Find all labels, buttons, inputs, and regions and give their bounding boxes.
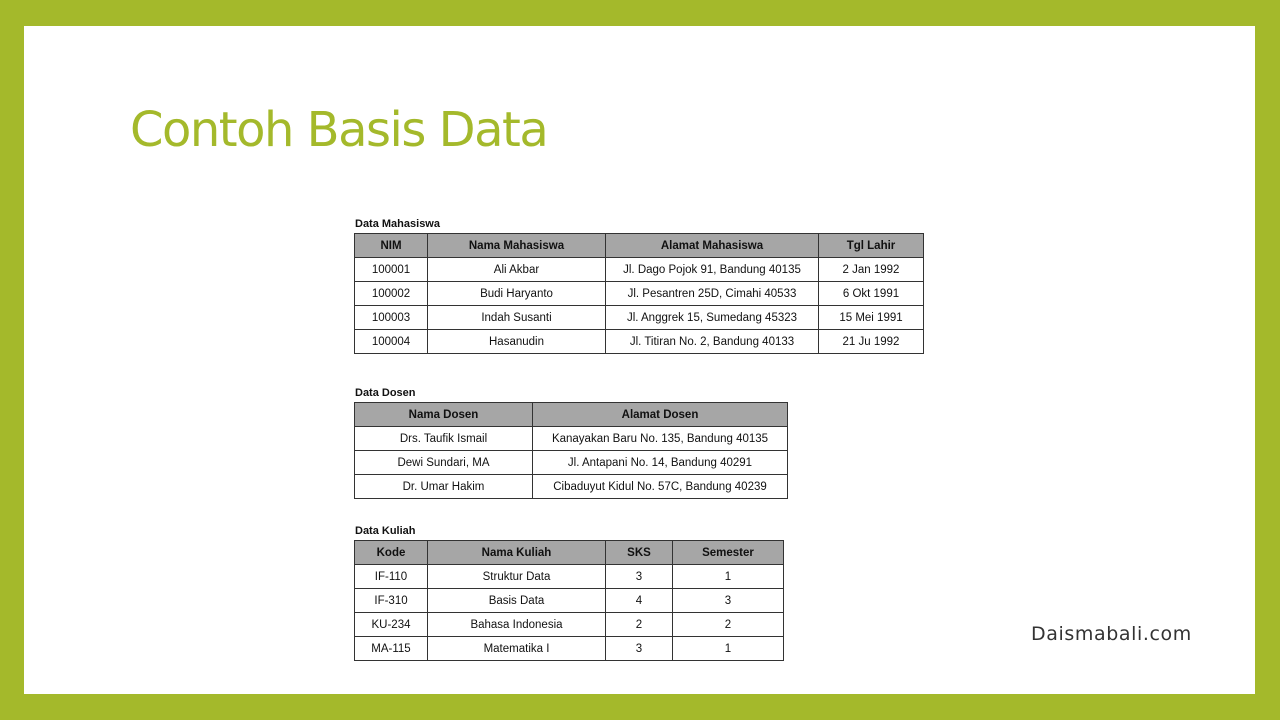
table-cell: 100001 [355, 258, 428, 282]
table-row [355, 637, 784, 661]
mahasiswa-col-nama: Nama Mahasiswa [428, 234, 606, 258]
kuliah-col-sks: SKS [606, 541, 673, 565]
table-cell: IF-110 [355, 565, 428, 589]
mahasiswa-col-alamat: Alamat Mahasiswa [606, 234, 819, 258]
table-cell: Budi Haryanto [428, 282, 606, 306]
kuliah-header-row [355, 541, 784, 565]
slide-title: Contoh Basis Data [130, 102, 548, 158]
table-cell: Jl. Dago Pojok 91, Bandung 40135 [606, 258, 819, 282]
table-cell: 6 Okt 1991 [819, 282, 924, 306]
table-cell: Dr. Umar Hakim [355, 475, 533, 499]
mahasiswa-section [354, 217, 924, 354]
kuliah-caption: Data Kuliah [355, 525, 416, 537]
table-row [355, 565, 784, 589]
dosen-section [354, 386, 788, 499]
mahasiswa-table [354, 233, 924, 354]
table-row [355, 475, 788, 499]
table-cell: 3 [673, 589, 784, 613]
dosen-caption: Data Dosen [355, 387, 416, 399]
table-cell: Kanayakan Baru No. 135, Bandung 40135 [533, 427, 788, 451]
kuliah-section [354, 524, 784, 661]
table-cell: 100003 [355, 306, 428, 330]
dosen-col-nama: Nama Dosen [355, 403, 533, 427]
table-row [355, 427, 788, 451]
table-cell: 1 [673, 565, 784, 589]
watermark-text: Daismabali.com [1031, 623, 1192, 645]
table-row [355, 451, 788, 475]
table-row [355, 258, 924, 282]
table-cell: Bahasa Indonesia [428, 613, 606, 637]
table-cell: 2 Jan 1992 [819, 258, 924, 282]
dosen-col-alamat: Alamat Dosen [533, 403, 788, 427]
table-cell: 100004 [355, 330, 428, 354]
table-row [355, 613, 784, 637]
table-row [355, 282, 924, 306]
table-cell: 3 [606, 565, 673, 589]
table-cell: Jl. Pesantren 25D, Cimahi 40533 [606, 282, 819, 306]
table-cell: Cibaduyut Kidul No. 57C, Bandung 40239 [533, 475, 788, 499]
table-cell: Jl. Anggrek 15, Sumedang 45323 [606, 306, 819, 330]
table-cell: 2 [606, 613, 673, 637]
table-cell: Basis Data [428, 589, 606, 613]
kuliah-col-semester: Semester [673, 541, 784, 565]
table-cell: Jl. Antapani No. 14, Bandung 40291 [533, 451, 788, 475]
mahasiswa-col-tgl-lahir: Tgl Lahir [819, 234, 924, 258]
table-cell: 15 Mei 1991 [819, 306, 924, 330]
table-cell: Dewi Sundari, MA [355, 451, 533, 475]
mahasiswa-col-nim: NIM [355, 234, 428, 258]
table-cell: Struktur Data [428, 565, 606, 589]
table-cell: Drs. Taufik Ismail [355, 427, 533, 451]
table-cell: 21 Ju 1992 [819, 330, 924, 354]
table-cell: IF-310 [355, 589, 428, 613]
dosen-table [354, 402, 788, 499]
table-row [355, 589, 784, 613]
table-cell: 100002 [355, 282, 428, 306]
mahasiswa-caption: Data Mahasiswa [355, 218, 440, 230]
kuliah-table [354, 540, 784, 661]
table-cell: Matematika I [428, 637, 606, 661]
table-row [355, 306, 924, 330]
table-cell: Jl. Titiran No. 2, Bandung 40133 [606, 330, 819, 354]
table-cell: Indah Susanti [428, 306, 606, 330]
table-cell: 2 [673, 613, 784, 637]
table-cell: Hasanudin [428, 330, 606, 354]
dosen-header-row [355, 403, 788, 427]
slide [24, 26, 1255, 694]
mahasiswa-header-row [355, 234, 924, 258]
table-row [355, 330, 924, 354]
table-cell: MA-115 [355, 637, 428, 661]
table-cell: 1 [673, 637, 784, 661]
table-cell: KU-234 [355, 613, 428, 637]
table-cell: 3 [606, 637, 673, 661]
kuliah-col-kode: Kode [355, 541, 428, 565]
table-cell: Ali Akbar [428, 258, 606, 282]
kuliah-col-nama: Nama Kuliah [428, 541, 606, 565]
table-cell: 4 [606, 589, 673, 613]
